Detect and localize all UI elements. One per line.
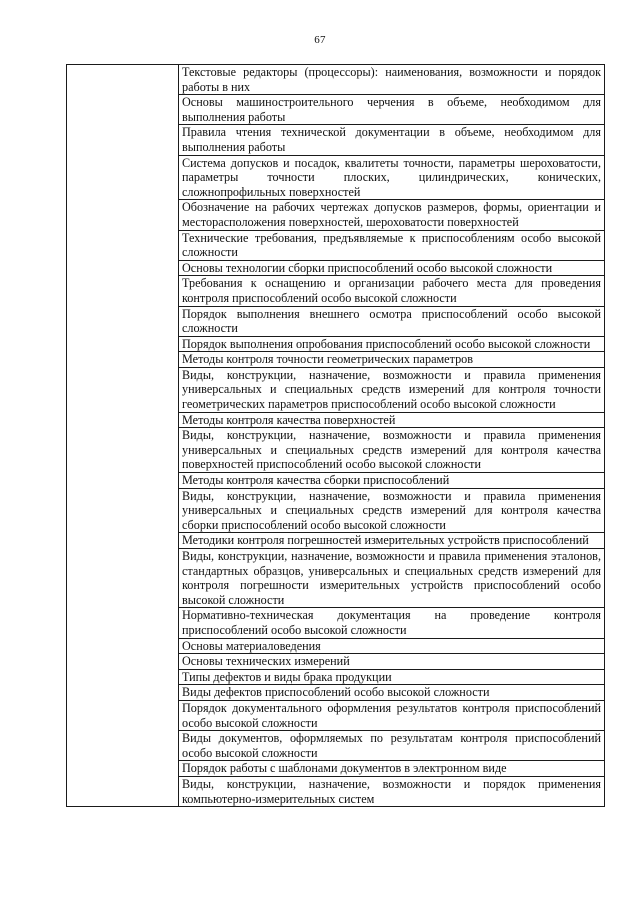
knowledge-requirement-text: Порядок выполнения опробования приспособлений особо высокой сложности xyxy=(182,336,591,351)
knowledge-requirement-text: Виды, конструкции, назначение, возможности и правила применения универсальных и специальных средств измерений для контроля качества сборки приспособлений особо высокой сложности xyxy=(182,488,601,532)
knowledge-requirement-text: Основы технологии сборки приспособлений особо высокой сложности xyxy=(182,260,553,275)
knowledge-requirement-text: Технические требования, предъявляемые к приспособлениям особо высокой сложности xyxy=(182,230,601,260)
knowledge-requirement-text: Типы дефектов и виды брака продукции xyxy=(182,669,392,684)
knowledge-requirement-text: Виды, конструкции, назначение, возможности и правила применения универсальных и специальных средств измерений для контроля качества поверхностей приспособлений особо высокой сложности xyxy=(182,428,601,472)
knowledge-requirement-cell xyxy=(179,654,605,670)
knowledge-requirement-cell xyxy=(179,428,605,473)
knowledge-requirement-cell xyxy=(179,776,605,806)
knowledge-requirement-cell xyxy=(179,336,605,352)
knowledge-requirement-cell xyxy=(179,276,605,306)
knowledge-requirement-cell xyxy=(179,608,605,638)
knowledge-requirement-cell xyxy=(179,200,605,230)
knowledge-requirement-cell xyxy=(179,306,605,336)
knowledge-requirement-text: Основы материаловедения xyxy=(182,638,321,653)
knowledge-requirement-cell xyxy=(179,65,605,95)
knowledge-requirement-text: Порядок работы с шаблонами документов в электронном виде xyxy=(182,761,507,776)
knowledge-requirement-text: Методы контроля точности геометрических параметров xyxy=(182,352,474,367)
table-row xyxy=(67,65,605,95)
knowledge-requirement-cell xyxy=(179,367,605,412)
knowledge-requirement-cell xyxy=(179,260,605,276)
knowledge-requirement-cell xyxy=(179,488,605,533)
knowledge-requirement-cell xyxy=(179,412,605,428)
knowledge-requirement-text: Обозначение на рабочих чертежах допусков размеров, формы, ориентации и месторасположения поверхностей, шероховатости поверхностей xyxy=(182,200,601,229)
knowledge-requirement-cell xyxy=(179,669,605,685)
knowledge-requirement-cell xyxy=(179,533,605,549)
knowledge-requirement-text: Методики контроля погрешностей измерительных устройств приспособлений xyxy=(182,533,589,548)
knowledge-requirement-cell xyxy=(179,685,605,701)
knowledge-requirement-text: Виды документов, оформляемых по результатам контроля приспособлений особо высокой сложности xyxy=(182,731,601,760)
knowledge-requirement-cell xyxy=(179,95,605,125)
knowledge-requirement-cell xyxy=(179,473,605,489)
requirements-table-body xyxy=(67,65,605,807)
knowledge-requirement-text: Порядок выполнения внешнего осмотра приспособлений особо высокой сложности xyxy=(182,306,601,336)
knowledge-requirement-text: Основы технических измерений xyxy=(182,654,350,669)
knowledge-requirement-cell xyxy=(179,352,605,368)
knowledge-requirement-cell xyxy=(179,230,605,260)
knowledge-requirement-text: Требования к оснащению и организации рабочего места для проведения контроля приспособлений особо высокой сложности xyxy=(182,276,601,305)
knowledge-requirement-text: Порядок документального оформления результатов контроля приспособлений особо высокой сложности xyxy=(182,700,601,730)
knowledge-requirement-text: Виды, конструкции, назначение, возможности и правила применения эталонов, стандартных образцов, универсальных и специальных средств измерений для контроля погрешности измерительных устройств приспособлений особо высокой сложности xyxy=(182,549,601,607)
knowledge-requirement-cell xyxy=(179,125,605,155)
knowledge-requirement-text: Виды, конструкции, назначение, возможности и правила применения универсальных и специальных средств измерений для контроля точности геометрических параметров приспособлений особо высокой сложности xyxy=(182,367,601,412)
knowledge-requirement-text: Методы контроля качества сборки приспособлений xyxy=(182,473,450,488)
knowledge-requirement-cell xyxy=(179,549,605,608)
knowledge-requirement-cell xyxy=(179,700,605,730)
function-cell-empty xyxy=(67,65,179,807)
knowledge-requirement-text: Система допусков и посадок, квалитеты точности, параметры шероховатости, параметры точности плоских, цилиндрических, конических, сложнопрофильных поверхностей xyxy=(182,155,601,199)
page-number: 67 xyxy=(314,34,326,46)
knowledge-requirement-cell xyxy=(179,731,605,761)
knowledge-requirement-text: Виды, конструкции, назначение, возможности и порядок применения компьютерно-измерительных систем xyxy=(182,776,601,806)
knowledge-requirement-text: Текстовые редакторы (процессоры): наименования, возможности и порядок работы в них xyxy=(182,65,601,94)
knowledge-requirement-text: Нормативно-техническая документация на проведение контроля приспособлений особо высокой сложности xyxy=(182,608,601,637)
knowledge-requirement-text: Правила чтения технической документации в объеме, необходимом для выполнения работы xyxy=(182,125,601,154)
knowledge-requirement-cell xyxy=(179,761,605,777)
knowledge-requirement-cell xyxy=(179,155,605,200)
knowledge-requirement-text: Основы машиностроительного черчения в объеме, необходимом для выполнения работы xyxy=(182,95,601,124)
requirements-table xyxy=(66,64,605,807)
knowledge-requirement-text: Методы контроля качества поверхностей xyxy=(182,412,396,427)
knowledge-requirement-cell xyxy=(179,638,605,654)
knowledge-requirement-text: Виды дефектов приспособлений особо высокой сложности xyxy=(182,685,490,700)
